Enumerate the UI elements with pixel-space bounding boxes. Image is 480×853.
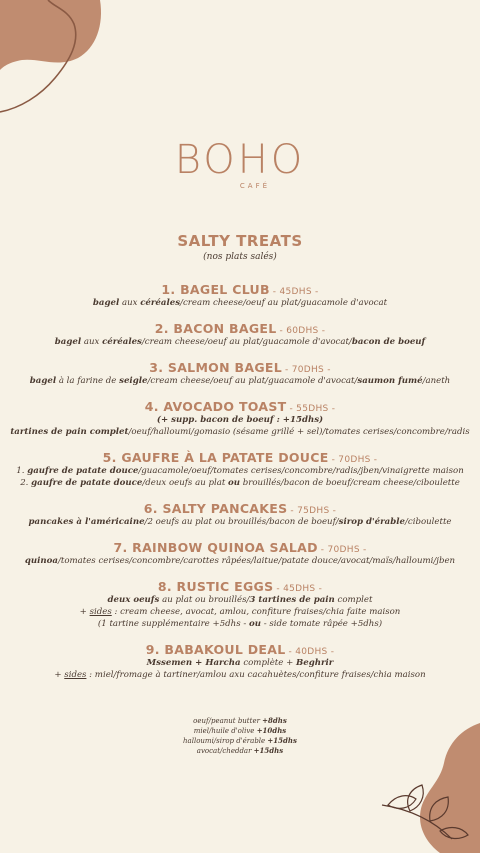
menu-item-header [0,450,480,465]
menu-item [0,321,480,348]
text-segment: brouillés/bacon de boeuf/cream cheese/ciboulette [240,478,460,488]
text-segment: /guacamole/oeuf/tomates cerises/concombre/radis/jben/vinaigrette maison [138,466,464,476]
text-segment: +15dhs [253,746,284,755]
menu-item-name: 8. RUSTIC EGGS [157,579,274,594]
text-segment: ou [228,478,241,488]
text-segment: seigle [119,376,148,386]
text-segment: Mssemen + Harcha [146,658,241,668]
text-segment: bagel [92,298,120,308]
text-segment: /tomates cerises/concombre/carottes râpées/laitue/patate douce/avocat/maïs/halloumi/jben [57,556,456,566]
text-segment: saumon fumé [357,376,423,386]
menu-item [0,642,480,681]
menu-item-header [0,642,480,657]
extra-price-line [0,746,480,756]
menu-item-price: - 70DHS - [331,455,378,465]
menu-item-description [0,414,480,426]
text-segment: /aneth [422,376,451,386]
menu-item [0,579,480,630]
menu-item [0,501,480,528]
cafe-logo [0,137,480,190]
text-segment: + [54,670,65,680]
text-segment: /cream cheese/oeuf au plat/guacamole d'avocat/ [147,376,358,386]
logo-text: BOHO [174,137,306,183]
menu-item-price: - 70DHS - [320,545,367,555]
text-segment: +15dhs [267,736,297,745]
menu-item-description [0,594,480,606]
menu-item-name: 9. BABAKOUL DEAL [145,642,286,657]
text-segment: + [79,607,90,617]
section-header [0,232,480,262]
text-segment: complet [334,595,373,605]
decorative-blob-top-left [0,0,110,120]
text-segment: pancakes à l'américaine [28,517,145,527]
text-segment: +10dhs [256,726,287,735]
menu-item-description [0,375,480,387]
menu-item-name: 4. AVOCADO TOAST [144,399,287,414]
text-segment: /2 oeufs au plat ou brouillés/bacon de boeuf/ [144,517,339,527]
text-segment: tartines de pain complet [10,427,129,437]
menu-item-price: - 55DHS - [289,404,336,414]
text-segment: sides [64,670,87,680]
extra-price-line [0,726,480,736]
menu-item [0,399,480,438]
text-segment: - side tomate râpée +5dhs) [260,619,383,629]
text-segment: Beghrir [296,658,334,668]
text-segment: : cream cheese, avocat, amlou, confiture fraises/chia faite maison [111,607,401,617]
text-segment: /cream cheese/oeuf au plat/guacamole d'avocat [180,298,388,308]
menu-item-description [0,618,480,630]
extra-price-line [0,716,480,726]
menu-item-header [0,501,480,516]
text-segment: : miel/fromage à tartiner/amlou axu cacahuètes/confiture fraises/chia maison [86,670,426,680]
menu-item-price: - 40DHS - [288,647,335,657]
text-segment: (+ supp. bacon de boeuf : +15dhs) [156,415,324,425]
menu-item-name: 5. GAUFRE À LA PATATE DOUCE [102,450,329,465]
text-segment: miel/huile d'olive [193,727,257,735]
text-segment: avocat/cheddar [196,747,254,755]
text-segment: au plat ou brouillés/ [159,595,250,605]
text-segment: gaufre de patate douce [31,478,143,488]
text-segment: aux [81,337,103,347]
menu-item-name: 1. BAGEL CLUB [161,282,270,297]
text-segment: quinoa [24,556,58,566]
menu-item-description [0,426,480,438]
menu-item-header [0,282,480,297]
text-segment: (1 tartine supplémentaire +5dhs - [97,619,249,629]
menu-item [0,450,480,489]
text-segment: bacon de boeuf [351,337,426,347]
text-segment: oeuf/peanut butter [193,717,263,725]
menu-item-description [0,555,480,567]
menu-item-header [0,540,480,555]
menu-item [0,360,480,387]
text-segment: /cream cheese/oeuf au plat/guacamole d'avocat/ [141,337,352,347]
menu-item-description [0,657,480,669]
text-segment: bagel [29,376,57,386]
section-subtitle: (nos plats salés) [203,252,277,262]
section-title: SALTY TREATS [177,232,303,250]
text-segment: bagel [54,337,82,347]
menu-item-price: - 60DHS - [279,326,326,336]
logo-subtext: CAFÉ [239,182,271,190]
menu-item-description [0,669,480,681]
menu-list [0,282,480,693]
menu-item-name: 2. BACON BAGEL [154,321,277,336]
text-segment: complète + [240,658,296,668]
text-segment: deux oeufs [107,595,160,605]
menu-item-description [0,516,480,528]
menu-item-name: 6. SALTY PANCAKES [143,501,288,516]
text-segment: à la farine de [56,376,120,386]
menu-item-description [0,477,480,489]
menu-item-description [0,606,480,618]
menu-item-description [0,465,480,477]
menu-item-name: 3. SALMON BAGEL [149,360,282,375]
text-segment: +8dhs [262,716,287,725]
text-segment: /oeuf/halloumi/gomasio (sésame grillé + sel)/tomates cerises/concombre/radis [128,427,470,437]
text-segment: /deux oeufs au plat [142,478,229,488]
text-segment: céréales [140,298,181,308]
menu-item-header [0,360,480,375]
menu-item-header [0,579,480,594]
menu-item-description [0,336,480,348]
menu-item [0,540,480,567]
text-segment: 2. [20,478,32,488]
text-segment: aux [119,298,141,308]
text-segment: ou [248,619,261,629]
text-segment: gaufre de patate douce [27,466,139,476]
text-segment: sides [89,607,112,617]
extras-list [0,716,480,756]
extra-price-line [0,736,480,746]
menu-item-price: - 75DHS - [290,506,337,516]
text-segment: /ciboulette [404,517,452,527]
menu-item-price: - 70DHS - [285,365,331,375]
menu-item-price: - 45DHS - [272,287,319,297]
text-segment: sirop d'érable [338,517,405,527]
text-segment: halloumi/sirop d'érable [183,737,268,745]
text-segment: 3 tartines de pain [249,595,335,605]
menu-item-price: - 45DHS - [276,584,323,594]
menu-item-header [0,321,480,336]
text-segment: 1. [16,466,28,476]
menu-item-description [0,297,480,309]
menu-item [0,282,480,309]
text-segment: céréales [102,337,142,347]
menu-item-header [0,399,480,414]
menu-item-name: 7. RAINBOW QUINOA SALAD [113,540,318,555]
